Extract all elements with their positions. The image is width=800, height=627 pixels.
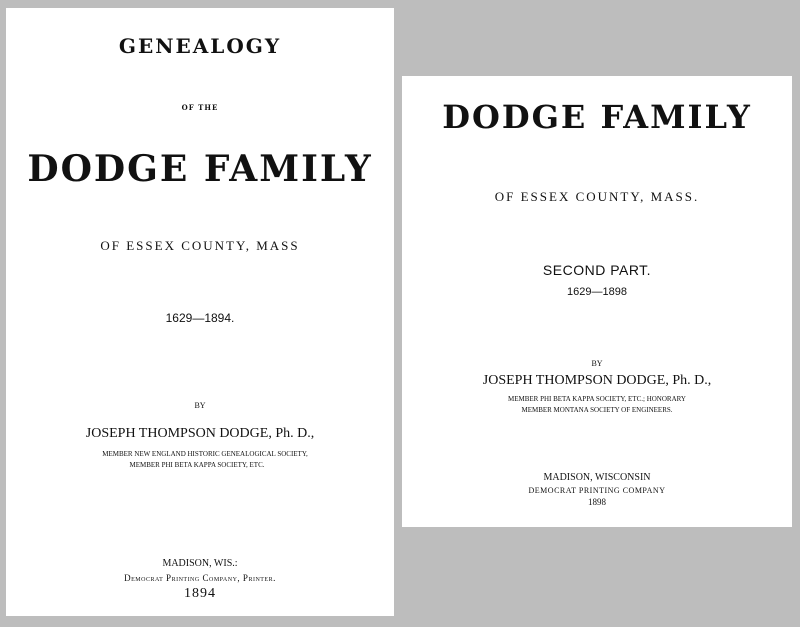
right-affiliation-line2: MEMBER MONTANA SOCIETY OF ENGINEERS. bbox=[521, 406, 673, 414]
right-subtitle: OF ESSEX COUNTY, MASS. bbox=[494, 189, 700, 204]
right-by: BY bbox=[591, 359, 603, 368]
left-publisher-place: MADISON, WIS.: bbox=[162, 558, 238, 569]
left-publication-year: 1894 bbox=[184, 586, 216, 601]
left-by: BY bbox=[194, 401, 206, 410]
left-author: JOSEPH THOMPSON DODGE, Ph. D., bbox=[85, 426, 315, 441]
right-title-page bbox=[402, 76, 792, 527]
right-publication-year: 1898 bbox=[588, 497, 606, 507]
left-publisher-name: Democrat Printing Company, Printer. bbox=[124, 573, 276, 583]
right-second-part: SECOND PART. bbox=[542, 262, 652, 278]
right-publisher-place: MADISON, WISCONSIN bbox=[543, 472, 651, 483]
right-title-dodge-family: DODGE FAMILY bbox=[442, 98, 752, 136]
left-title-of-the: OF THE bbox=[181, 103, 219, 112]
right-publisher-name: DEMOCRAT PRINTING COMPANY bbox=[528, 486, 666, 495]
left-affiliation-line2: MEMBER PHI BETA KAPPA SOCIETY, ETC. bbox=[129, 461, 265, 469]
right-dates: 1629—1898 bbox=[567, 286, 627, 298]
right-author: JOSEPH THOMPSON DODGE, Ph. D., bbox=[482, 373, 712, 388]
left-affiliation-line1: MEMBER NEW ENGLAND HISTORIC GENEALOGICAL SOCIETY, bbox=[102, 450, 308, 458]
left-dates: 1629—1894. bbox=[165, 311, 235, 325]
left-subtitle: OF ESSEX COUNTY, MASS bbox=[100, 238, 300, 253]
left-title-page bbox=[6, 8, 394, 616]
left-title-genealogy: GENEALOGY bbox=[118, 34, 282, 58]
right-affiliation-line1: MEMBER PHI BETA KAPPA SOCIETY, ETC.; HONORARY bbox=[508, 395, 686, 403]
left-title-dodge-family: DODGE FAMILY bbox=[27, 148, 373, 190]
